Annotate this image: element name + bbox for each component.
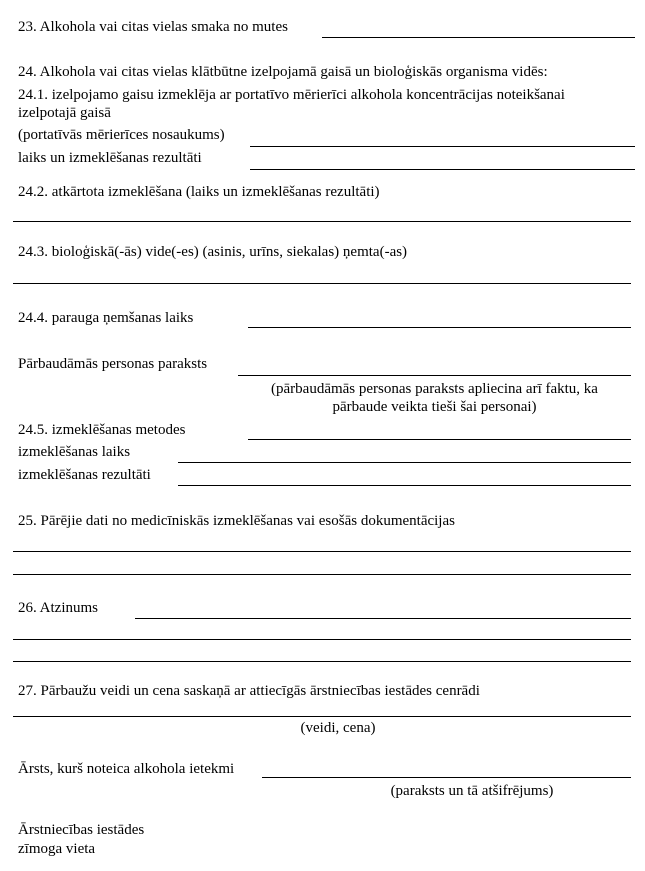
q24-3-answer-line[interactable]: [13, 283, 631, 284]
doctor-label: Ārsts, kurš noteica alkohola ietekmi: [18, 761, 235, 777]
q24-1-label-line2: izelpotajā gaisā: [18, 105, 111, 121]
q24-5-label: 24.5. izmeklēšanas metodes: [18, 422, 186, 438]
q24-4-answer-line[interactable]: [248, 327, 631, 328]
q26-answer-line-1[interactable]: [135, 618, 631, 619]
q24-1-label-line1: 24.1. izelpojamo gaisu izmeklēja ar portatīvo mērierīci alkohola koncentrācijas noteikšanai: [18, 87, 565, 103]
q26-answer-line-2[interactable]: [13, 639, 631, 640]
q24-1-time-results-line[interactable]: [250, 169, 635, 170]
q24-5-time-line[interactable]: [178, 462, 631, 463]
q25-answer-line-2[interactable]: [13, 574, 631, 575]
doctor-caption: (paraksts un tā atšifrējums): [390, 783, 554, 799]
q24-5-results-label: izmeklēšanas rezultāti: [18, 467, 151, 483]
person-signature-label: Pārbaudāmās personas paraksts: [18, 356, 208, 372]
stamp-label-line2: zīmoga vieta: [18, 841, 96, 857]
q23-label: 23. Alkohola vai citas vielas smaka no mutes: [18, 19, 288, 35]
q24-5-results-line[interactable]: [178, 485, 631, 486]
q24-1-time-results-label: laiks un izmeklēšanas rezultāti: [18, 150, 202, 166]
signature-note-line2: pārbaude veikta tieši šai personai): [332, 399, 537, 415]
doctor-signature-line[interactable]: [262, 777, 631, 778]
q25-answer-line-1[interactable]: [13, 551, 631, 552]
q24-5-time-label: izmeklēšanas laiks: [18, 444, 131, 460]
q27-caption: (veidi, cena): [300, 720, 376, 736]
q25-label: 25. Pārējie dati no medicīniskās izmeklēšanas vai esošās dokumentācijas: [18, 513, 455, 529]
q26-answer-line-3[interactable]: [13, 661, 631, 662]
q24-2-label: 24.2. atkārtota izmeklēšana (laiks un izmeklēšanas rezultāti): [18, 184, 380, 200]
person-signature-line[interactable]: [238, 375, 631, 376]
q24-5-methods-line[interactable]: [248, 439, 631, 440]
q26-label: 26. Atzinums: [18, 600, 99, 616]
q27-label: 27. Pārbaužu veidi un cena saskaņā ar attiecīgās ārstniecības iestādes cenrādi: [18, 683, 480, 699]
q24-4-label: 24.4. parauga ņemšanas laiks: [18, 310, 194, 326]
q23-answer-line[interactable]: [322, 37, 635, 38]
q24-1-device-line[interactable]: [250, 146, 635, 147]
signature-note-line1: (pārbaudāmās personas paraksts apliecina arī faktu, ka: [271, 381, 598, 397]
stamp-label-line1: Ārstniecības iestādes: [18, 822, 145, 838]
q24-heading: 24. Alkohola vai citas vielas klātbūtne izelpojamā gaisā un bioloģiskās organisma vidēs:: [18, 64, 548, 80]
q24-3-label: 24.3. bioloģiskā(-ās) vide(-es) (asinis, urīns, siekalas) ņemta(-as): [18, 244, 408, 260]
q24-1-device-label: (portatīvās mērierīces nosaukums): [18, 127, 225, 143]
q27-answer-line[interactable]: [13, 716, 631, 717]
q24-2-answer-line[interactable]: [13, 221, 631, 222]
